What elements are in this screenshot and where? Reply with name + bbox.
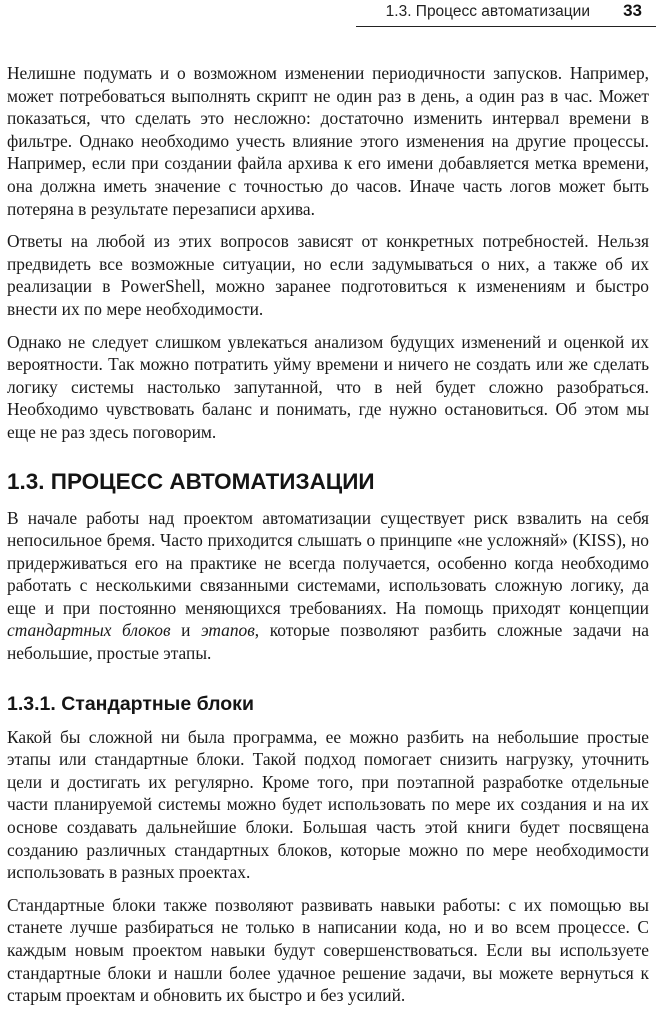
subsection-heading: 1.3.1. Стандартные блоки bbox=[7, 692, 254, 715]
body-paragraph: Стандартные блоки также позволяют развивать навыки работы: с их помощью вы станете лучше разбираться не только в написании кода, но и во всем процессе. С каждым новым проектом навыки будут совершенствоваться. Если вы используете стандартные блоки и нашли более удачное решение задачи, вы можете вернуться к старым проектам и обновить их быстро и без усилий. bbox=[7, 894, 649, 1006]
section-intro-paragraph bbox=[7, 507, 649, 665]
emphasis-term: стандартных блоков bbox=[7, 620, 171, 641]
paragraph-text: В начале работы над проектом автоматизации существует риск взвалить на себя непосильное бремя. Часто приходится слышать о принципе «не усложняй» (KISS), но придерживаться его на практике не всегда получается, особенно когда необходимо работать с несколькими связанными системами, использовать сложную логику, да еще и при постоянно меняющихся требованиях. На помощь приходят концепции bbox=[7, 507, 649, 618]
page-body bbox=[7, 62, 649, 1017]
running-header bbox=[356, 0, 656, 27]
running-header-section-title: 1.3. Процесс автоматизации bbox=[385, 3, 590, 20]
body-paragraph: Однако не следует слишком увлекаться анализом будущих изменений и оценкой их вероятности. Так можно потратить уйму времени и ничего не создать или же сделать логику системы настолько запутанной, что в ней будет сложно разобраться. Необходимо чувствовать баланс и понимать, где нужно остановиться. Об этом мы еще не раз здесь поговорим. bbox=[7, 331, 649, 442]
body-paragraph: Нелишне подумать и о возможном изменении периодичности запусков. Например, может потребоваться выполнять скрипт не один раз в день, а один раз в час. Может показаться, что сделать это несложно: достаточно изменить интервал времени в фильтре. Однако необходимо учесть влияние этого изменения на другие процессы. Например, если при создании файла архива к его имени добавляется метка времени, она должна иметь значение с точностью до часов. Иначе часть логов может быть потеряна в результате перезаписи архива. bbox=[7, 63, 649, 219]
paragraph-text: и bbox=[170, 620, 201, 641]
section-heading: 1.3. ПРОЦЕСС АВТОМАТИЗАЦИИ bbox=[7, 468, 375, 494]
paragraph-text: , которые позволяют разбить сложные задачи на небольшие, простые этапы. bbox=[7, 620, 649, 664]
page-number: 33 bbox=[623, 1, 642, 20]
body-paragraph: Какой бы сложной ни была программа, ее можно разбить на небольшие простые этапы или стандартные блоки. Такой подход помогает снизить нагрузку, уточнить цели и достигать их регулярно. Кроме того, при поэтапной разработке отдельные части планируемой системы можно будет использовать по мере их создания и на их основе создавать дальнейшие блоки. Большая часть этой книги будет посвящена созданию различных стандартных блоков, которые можно по мере необходимости использовать в разных проектах. bbox=[7, 726, 649, 883]
emphasis-term: этапов bbox=[200, 620, 255, 641]
body-paragraph: Ответы на любой из этих вопросов зависят от конкретных потребностей. Нельзя предвидеть все возможные ситуации, но если задумываться о них, а также об их реализации в PowerShell, можно заранее подготовиться к изменениям и быстро внести их по мере необходимости. bbox=[7, 231, 649, 319]
